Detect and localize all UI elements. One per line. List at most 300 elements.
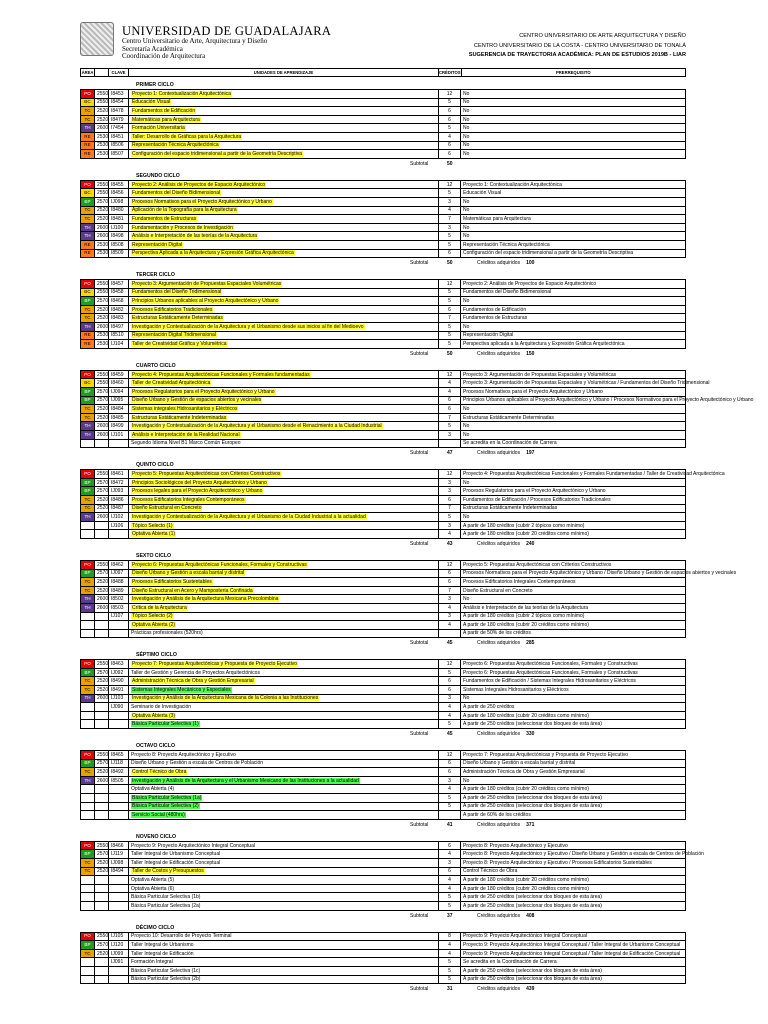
area-number-cell: 2570 [95, 297, 109, 306]
area-number-cell: 2570 [95, 478, 109, 487]
course-name: Proyecto 8: Proyecto Arquitectónico y Ejecutivo [131, 751, 236, 758]
course-name: Estructuras Estáticamente Determinadas [132, 315, 223, 322]
credits-cell: 5 [439, 901, 461, 910]
area-cell [81, 703, 95, 712]
course-name: Representación Digital [132, 241, 183, 248]
prerequisite-cell: Proyecto 4: Propuestas Arquitectónicas Funcionales y Formales Fundamentadas / Taller de Creatividad Arquitectónica [461, 470, 686, 479]
semester-table [80, 750, 686, 820]
acquired-credits [477, 541, 534, 547]
course-name: Principios Urbanos aplicables al Proyecto Arquitectónico y Urbano [132, 298, 279, 305]
course-name-cell [129, 439, 439, 448]
subtotal-value: 41 [447, 821, 453, 828]
area-number-cell: 2600 [95, 323, 109, 332]
table-row [81, 884, 686, 893]
area-cell: TC [81, 867, 95, 876]
credits-cell: 4 [439, 941, 461, 950]
course-key-cell: I8510 [109, 331, 129, 340]
course-name-cell [129, 422, 439, 431]
prerequisite-cell: Proyecto 3: Argumentación de Propuestas Espaciales y Volumétricas / Fundamentos del Diseño Tridimensional [461, 379, 686, 388]
prerequisite-cell: No [461, 150, 686, 159]
credits-cell: 12 [439, 660, 461, 669]
table-row [81, 595, 686, 604]
table-row [81, 413, 686, 422]
acquired-value: 285 [526, 640, 535, 647]
course-key-cell [109, 711, 129, 720]
course-key-cell: I8455 [109, 180, 129, 189]
area-number-cell: 2520 [95, 578, 109, 587]
area-cell: TC [81, 305, 95, 314]
course-name-cell [129, 560, 439, 569]
area-cell [81, 802, 95, 811]
credits-cell: 4 [439, 876, 461, 885]
area-number-cell: 2550 [95, 288, 109, 297]
prerequisite-cell: No [461, 595, 686, 604]
area-cell [81, 893, 95, 902]
area-number-cell: 2600 [95, 513, 109, 522]
area-number-cell [95, 711, 109, 720]
area-cell: TC [81, 115, 95, 124]
course-name-cell [129, 850, 439, 859]
area-cell: PO [81, 841, 95, 850]
acquired-value: 371 [526, 821, 535, 828]
course-name: Investigación y Análisis de la Arquitectura Mexicana Precolombina [132, 596, 279, 603]
prerequisite-cell: A partir de 180 créditos (cubrir 20 créditos como mínimo) [461, 785, 686, 794]
table-row [81, 660, 686, 669]
course-name-cell [129, 776, 439, 785]
semester-title: NOVENO CICLO [136, 833, 177, 840]
credits-cell: 6 [439, 396, 461, 405]
course-name-cell [129, 189, 439, 198]
course-name: Proyecto 9: Proyecto Arquitectónico Integral Conceptual [131, 842, 255, 849]
table-row [81, 223, 686, 232]
column-header [80, 68, 686, 77]
subtotal-value: 47 [447, 450, 453, 457]
course-key-cell: I8479 [109, 115, 129, 124]
course-key-cell: IJ098 [109, 197, 129, 206]
prerequisite-cell: No [461, 776, 686, 785]
credits-cell: 12 [439, 280, 461, 289]
area-number-cell: 2600 [95, 595, 109, 604]
course-name-cell [129, 396, 439, 405]
col-unidades: UNIDADES DE APRENDIZAJE [129, 69, 439, 77]
credits-cell: 6 [439, 405, 461, 414]
course-name: Segundo Idioma Nivel B1 Marco Común Europeo [131, 440, 241, 447]
area-number-cell [95, 612, 109, 621]
course-name-cell [129, 215, 439, 224]
course-name-cell [129, 340, 439, 349]
table-row [81, 379, 686, 388]
area-cell: PO [81, 932, 95, 941]
course-key-cell: I8507 [109, 150, 129, 159]
course-name: Proyecto 10: Desarrollo de Proyecto Terminal [131, 933, 232, 940]
course-name-cell [129, 867, 439, 876]
credits-cell: 6 [439, 686, 461, 695]
area-number-cell [95, 876, 109, 885]
area-cell [81, 530, 95, 539]
area-cell: RE [81, 249, 95, 258]
prerequisite-cell: Proyecto 9: Proyecto Arquitectónico Integral Conceptual / Taller Integral de Edificación Conceptual [461, 949, 686, 958]
course-name: Proyecto 7: Propuestas Arquitectónicas y Propuesta de Proyecto Ejecutivo [132, 661, 298, 668]
area-cell [81, 785, 95, 794]
prerequisite-cell: Representación Técnica Arquitectónica [461, 240, 686, 249]
credits-cell: 4 [439, 711, 461, 720]
area-number-cell: 2550 [95, 280, 109, 289]
course-name: Fundamentos de Edificación [132, 107, 196, 114]
acquired-label: Créditos adquiridos [477, 731, 521, 738]
acquired-credits [477, 731, 534, 737]
prerequisite-cell: A partir de 250 créditos (seleccionar dos bloques de esta área) [461, 794, 686, 803]
prerequisite-cell: No [461, 107, 686, 116]
table-row [81, 98, 686, 107]
credits-cell: 12 [439, 560, 461, 569]
course-key-cell [109, 966, 129, 975]
area-cell: TC [81, 314, 95, 323]
semester-table [80, 279, 686, 349]
table-row [81, 431, 686, 440]
course-key-cell [109, 802, 129, 811]
course-name-cell [129, 686, 439, 695]
credits-cell: 5 [439, 297, 461, 306]
area-cell: TH [81, 431, 95, 440]
credits-cell: 6 [439, 150, 461, 159]
subtotal-value: 50 [447, 350, 453, 357]
area-cell: PO [81, 751, 95, 760]
course-name-cell [129, 858, 439, 867]
course-key-cell [109, 720, 129, 729]
table-row [81, 802, 686, 811]
course-name-cell [129, 232, 439, 241]
prerequisite-cell: No [461, 422, 686, 431]
course-name-cell [129, 206, 439, 215]
subtitle-line: Secretaría Académica [122, 44, 183, 53]
acquired-credits [477, 351, 534, 357]
course-name: Proyecto 5: Propuestas Arquitectónicas con Criterios Constructivos [132, 470, 281, 477]
area-number-cell: 2530 [95, 132, 109, 141]
area-number-cell: 2520 [95, 495, 109, 504]
col-creditos: CRÉDITOS [439, 70, 461, 75]
area-cell: TC [81, 215, 95, 224]
prerequisite-cell: Proyecto 7: Propuestas Arquitectónicas y Propuesta de Proyecto Ejecutivo [461, 751, 686, 760]
credits-cell: 5 [439, 240, 461, 249]
area-number-cell [95, 901, 109, 910]
course-name-cell [129, 586, 439, 595]
acquired-label: Créditos adquiridos [477, 450, 521, 457]
course-key-cell: I8483 [109, 314, 129, 323]
prerequisite-cell: Proyecto 9: Proyecto Arquitectónico Integral Conceptual [461, 932, 686, 941]
area-number-cell [95, 794, 109, 803]
course-name-cell [129, 668, 439, 677]
col-clave: CLAVE [109, 69, 129, 77]
course-name: Seminario de Investigación [131, 704, 192, 711]
subtotal-label: Subtotal [410, 821, 429, 828]
table-row [81, 759, 686, 768]
course-name: Fundamentos del Diseño Bidimensional [132, 190, 221, 197]
course-name: Proyecto 4: Propuestas Arquitectónicas Funcionales y Formales fundamentadas [132, 371, 310, 378]
area-cell: BC [81, 98, 95, 107]
course-name-cell [129, 280, 439, 289]
area-number-cell: 2570 [95, 850, 109, 859]
area-number-cell: 2520 [95, 107, 109, 116]
credits-cell: 5 [439, 958, 461, 967]
course-name: Principios Sociológicos del Proyecto Arquitectónico y Urbano [132, 479, 267, 486]
course-name-cell [129, 413, 439, 422]
credits-cell: 6 [439, 107, 461, 116]
semester-table [80, 89, 686, 159]
course-key-cell: I8489 [109, 586, 129, 595]
area-cell [81, 621, 95, 630]
center-names: CENTRO UNIVERSITARIO DE LA COSTA - CENTRO UNIVERSITARIO DE TONALÁ [473, 42, 686, 49]
prerequisite-cell: A partir de 250 créditos [461, 703, 686, 712]
credits-cell: 3 [439, 197, 461, 206]
area-number-cell: 2600 [95, 223, 109, 232]
prerequisite-cell: Perspectiva aplicada a la Arquitectura y Expresión Gráfica Arquitectónica [461, 340, 686, 349]
course-name-cell [129, 958, 439, 967]
prerequisite-cell: No [461, 223, 686, 232]
credits-cell [439, 629, 461, 638]
course-key-cell: I8494 [109, 867, 129, 876]
course-key-cell: I8456 [109, 189, 129, 198]
prerequisite-cell: Proyecto 1: Contextualización Arquitectónica [461, 180, 686, 189]
course-name-cell [129, 504, 439, 513]
area-number-cell: 2550 [95, 379, 109, 388]
area-cell [81, 794, 95, 803]
course-name: Taller Integral de Edificación [131, 950, 194, 957]
area-number-cell: 2520 [95, 858, 109, 867]
course-key-cell: I8487 [109, 504, 129, 513]
area-number-cell: 2570 [95, 668, 109, 677]
table-row [81, 405, 686, 414]
area-number-cell [95, 893, 109, 902]
table-row [81, 694, 686, 703]
prerequisite-cell: Configuración del espacio tridimensional a partir de la Geometría Descriptiva [461, 249, 686, 258]
table-row [81, 686, 686, 695]
table-row [81, 966, 686, 975]
area-number-cell: 2550 [95, 90, 109, 99]
course-name: Representación Técnica Arquitectónica [132, 142, 219, 149]
course-name: Perspectiva Aplicada a la Arquitectura y Expresión Gráfica Arquitectónica [132, 250, 294, 257]
course-key-cell [109, 629, 129, 638]
course-name-cell [129, 694, 439, 703]
prerequisite-cell: A partir de 250 créditos (seleccionar dos bloques de esta área) [461, 720, 686, 729]
course-name-cell [129, 660, 439, 669]
area-number-cell: 2530 [95, 331, 109, 340]
area-number-cell: 2570 [95, 388, 109, 397]
area-cell: TC [81, 686, 95, 695]
course-name-cell [129, 249, 439, 258]
course-name-cell [129, 495, 439, 504]
course-key-cell: I8462 [109, 560, 129, 569]
course-name-cell [129, 876, 439, 885]
course-name-cell [129, 569, 439, 578]
area-cell: TC [81, 504, 95, 513]
course-key-cell [109, 811, 129, 820]
area-number-cell: 2570 [95, 396, 109, 405]
course-name-cell [129, 811, 439, 820]
subtitle-line: Coordinación de Arquitectura [122, 52, 206, 60]
credits-cell: 4 [439, 388, 461, 397]
credits-cell: 5 [439, 513, 461, 522]
prerequisite-cell: No [461, 141, 686, 150]
course-name-cell [129, 794, 439, 803]
course-key-cell: I8472 [109, 478, 129, 487]
area-cell: BP [81, 388, 95, 397]
course-key-cell: I8503 [109, 603, 129, 612]
course-name: Educación Visual [132, 99, 171, 106]
table-row [81, 232, 686, 241]
course-name: Optativa Abierta (2) [132, 621, 176, 628]
area-cell: BP [81, 850, 95, 859]
course-name: Diseño Estructural en Concreto [132, 505, 202, 512]
credits-cell: 12 [439, 370, 461, 379]
course-name: Formación Integral [131, 959, 173, 966]
course-key-cell: I8502 [109, 595, 129, 604]
credits-cell: 5 [439, 794, 461, 803]
course-key-cell: IJ092 [109, 668, 129, 677]
prerequisite-cell: Proyecto 6: Propuestas Arquitectónicas Funcionales, Formales y Constructivas [461, 668, 686, 677]
course-name: Proyecto 3: Argumentación de Propuestas Espaciales Volumétricas [132, 280, 282, 287]
table-row [81, 331, 686, 340]
area-number-cell: 2530 [95, 141, 109, 150]
area-cell [81, 612, 95, 621]
table-row [81, 958, 686, 967]
prerequisite-cell: A partir de 250 créditos (seleccionar dos bloques de esta área) [461, 975, 686, 984]
table-row [81, 586, 686, 595]
course-name: Formación Universitaria [132, 125, 185, 132]
table-row [81, 388, 686, 397]
credits-cell: 5 [439, 720, 461, 729]
area-cell: TC [81, 206, 95, 215]
course-name-cell [129, 314, 439, 323]
area-cell: BP [81, 668, 95, 677]
course-key-cell: I8460 [109, 379, 129, 388]
credits-cell: 6 [439, 759, 461, 768]
area-number-cell: 2520 [95, 867, 109, 876]
course-name: Tópico Selecto (1) [132, 522, 173, 529]
course-key-cell: I7454 [109, 124, 129, 133]
course-name: Taller de Creatividad Arquitectónica [132, 380, 211, 387]
table-row [81, 206, 686, 215]
course-name-cell [129, 703, 439, 712]
course-name-cell [129, 966, 439, 975]
prerequisite-cell: No [461, 323, 686, 332]
subtotal-value: 50 [447, 260, 453, 267]
semester-subtotal [80, 258, 686, 267]
course-key-cell: I8458 [109, 288, 129, 297]
prerequisite-cell: Proyecto 5: Propuestas Arquitectónicas con Criterios Constructivos [461, 560, 686, 569]
credits-cell: 3 [439, 487, 461, 496]
trajectory-body [80, 80, 754, 996]
course-name: Configuración del espacio tridimensional a partir de la Geometría Descriptiva [132, 150, 303, 157]
semester-title: SEXTO CICLO [136, 552, 172, 559]
prerequisite-cell: Sistemas Integrales Hidrosanitarios y Eléctricos [461, 686, 686, 695]
area-number-cell: 2570 [95, 569, 109, 578]
credits-cell: 5 [439, 189, 461, 198]
course-name: Control Técnico de Obra [132, 769, 187, 776]
area-number-cell: 2550 [95, 189, 109, 198]
subtotal-value: 43 [447, 540, 453, 547]
area-cell: PO [81, 470, 95, 479]
area-cell [81, 629, 95, 638]
credits-cell: 7 [439, 504, 461, 513]
course-name: Crítica de la Arquitectura [132, 604, 187, 611]
course-name: Investigación y Contextualización de la Arquitectura y el Urbanismo de la Ciudad Industrial a la actualidad [132, 513, 366, 520]
course-name: Investigación y Análisis de la Arquitectura y el Urbanismo Mexicano de las Instituciones a la actualidad [132, 777, 359, 784]
course-key-cell: IJ090 [109, 703, 129, 712]
area-cell [81, 439, 95, 448]
table-row [81, 439, 686, 448]
subtotal-label: Subtotal [410, 350, 429, 357]
col-num [95, 69, 109, 77]
credits-cell: 5 [439, 893, 461, 902]
course-name-cell [129, 150, 439, 159]
area-cell: TH [81, 223, 95, 232]
area-number-cell: 2600 [95, 431, 109, 440]
course-name: Representación Digital Tridimensional [132, 332, 216, 339]
prerequisite-cell: A partir de 180 créditos (cubrir 20 créditos como mínimo) [461, 530, 686, 539]
course-key-cell: I8482 [109, 305, 129, 314]
prerequisite-cell: A partir de 180 créditos (cubrir 2 tópicos como mínimo) [461, 521, 686, 530]
course-name: Básica Particular Selectiva (1c) [131, 967, 201, 974]
area-cell: BC [81, 189, 95, 198]
semester-title: QUINTO CICLO [136, 462, 174, 469]
prerequisite-cell: A partir de 50% de los créditos [461, 629, 686, 638]
course-name: Aplicación de la Topografía para la Arquitectura [132, 207, 237, 214]
prerequisite-cell: Procesos Normativos para el Proyecto Arquitectónico y Urbano [461, 388, 686, 397]
credits-cell: 6 [439, 768, 461, 777]
area-number-cell [95, 966, 109, 975]
course-name-cell [129, 941, 439, 950]
area-cell: TH [81, 603, 95, 612]
area-cell: PO [81, 660, 95, 669]
course-name-cell [129, 759, 439, 768]
course-key-cell: IJ101 [109, 431, 129, 440]
course-key-cell: I8488 [109, 578, 129, 587]
semester-subtotal [80, 539, 686, 548]
document-heading [469, 32, 686, 61]
credits-cell: 5 [439, 331, 461, 340]
university-subtitle [122, 38, 267, 61]
course-name-cell [129, 323, 439, 332]
credits-cell: 4 [439, 603, 461, 612]
course-key-cell: I8491 [109, 686, 129, 695]
prerequisite-cell: No [461, 478, 686, 487]
area-cell: BP [81, 478, 95, 487]
table-row [81, 621, 686, 630]
area-cell: BP [81, 569, 95, 578]
semester-title: DÉCIMO CICLO [136, 924, 175, 931]
course-key-cell: IJ119 [109, 850, 129, 859]
course-key-cell: I8481 [109, 215, 129, 224]
prerequisite-cell: Fundamentos de Edificación [461, 305, 686, 314]
course-name: Taller de Costos y Presupuestos [132, 868, 204, 875]
subtotal-label: Subtotal [410, 540, 429, 547]
area-number-cell: 2550 [95, 841, 109, 850]
course-name: Análisis e Interpretación de las teorías de la Arquitectura [132, 233, 258, 240]
course-name-cell [129, 949, 439, 958]
area-cell: PO [81, 90, 95, 99]
course-name: Investigación y Contextualización de la Arquitectura y el Urbanismo desde el Renacimiento a la Ciudad Industrial [132, 423, 382, 430]
course-key-cell: I8492 [109, 768, 129, 777]
area-number-cell [95, 884, 109, 893]
prerequisite-cell: A partir de 180 créditos (cubrir 20 créditos como mínimo) [461, 876, 686, 885]
credits-cell: 4 [439, 379, 461, 388]
subtotal-value: 50 [447, 160, 453, 167]
course-key-cell: I8459 [109, 370, 129, 379]
course-key-cell: I8457 [109, 280, 129, 289]
area-cell: TH [81, 776, 95, 785]
prerequisite-cell: No [461, 297, 686, 306]
area-number-cell [95, 703, 109, 712]
